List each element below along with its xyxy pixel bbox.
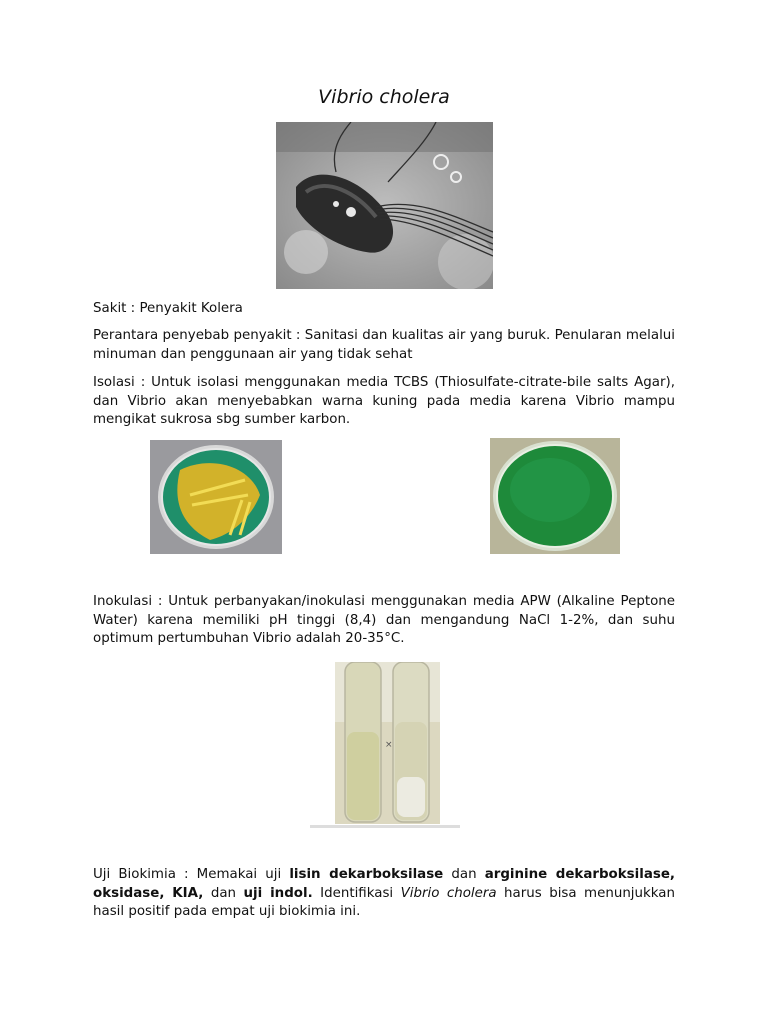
apw-test-tubes-image xyxy=(335,662,440,824)
uji-bold-indol: uji indol. xyxy=(243,885,313,901)
vibrio-micrograph-image xyxy=(276,122,493,289)
caption-line xyxy=(310,825,460,828)
perantara-paragraph: Perantara penyebab penyakit : Sanitasi dan kualitas air yang buruk. Penularan melalui minuman dan penggunaan air yang tidak sehat xyxy=(93,328,675,362)
uji-italic-species: Vibrio cholera xyxy=(400,885,497,901)
page-title: Vibrio cholera xyxy=(318,86,450,108)
tcbs-green-plate-image xyxy=(490,438,620,554)
uji-text-4: Identifikasi xyxy=(312,885,401,901)
isolasi-paragraph: Isolasi : Untuk isolasi menggunakan media TCBS (Thiosulfate-citrate-bile salts Agar), dan Vibrio akan menyebabkan warna kuning pada media karena Vibrio mampu mengikat sukrosa sbg sumber karbon. xyxy=(93,375,675,427)
uji-text-1: Uji Biokimia : Memakai uji xyxy=(93,867,290,882)
uji-text-2: dan xyxy=(443,867,485,882)
uji-biokimia-paragraph xyxy=(93,866,675,922)
uji-text-3: dan xyxy=(203,885,244,901)
uji-bold-arginine: arginine dekarboksilase, oksidase, KIA, xyxy=(93,867,675,901)
tcbs-yellow-plate-image xyxy=(150,440,282,554)
sakit-paragraph: Sakit : Penyakit Kolera xyxy=(93,301,243,316)
uji-text-5: harus bisa menunjukkan hasil positif pada empat uji biokimia ini. xyxy=(93,885,675,919)
uji-bold-lisin: lisin dekarboksilase xyxy=(289,867,444,882)
inokulasi-paragraph: Inokulasi : Untuk perbanyakan/inokulasi menggunakan media APW (Alkaline Peptone Water) karena memiliki pH tinggi (8,4) dan mengandung NaCl 1-2%, dan suhu optimum pertumbuhan Vibrio adalah 20-35°C. xyxy=(93,594,675,646)
svg-text:×: × xyxy=(385,740,393,750)
